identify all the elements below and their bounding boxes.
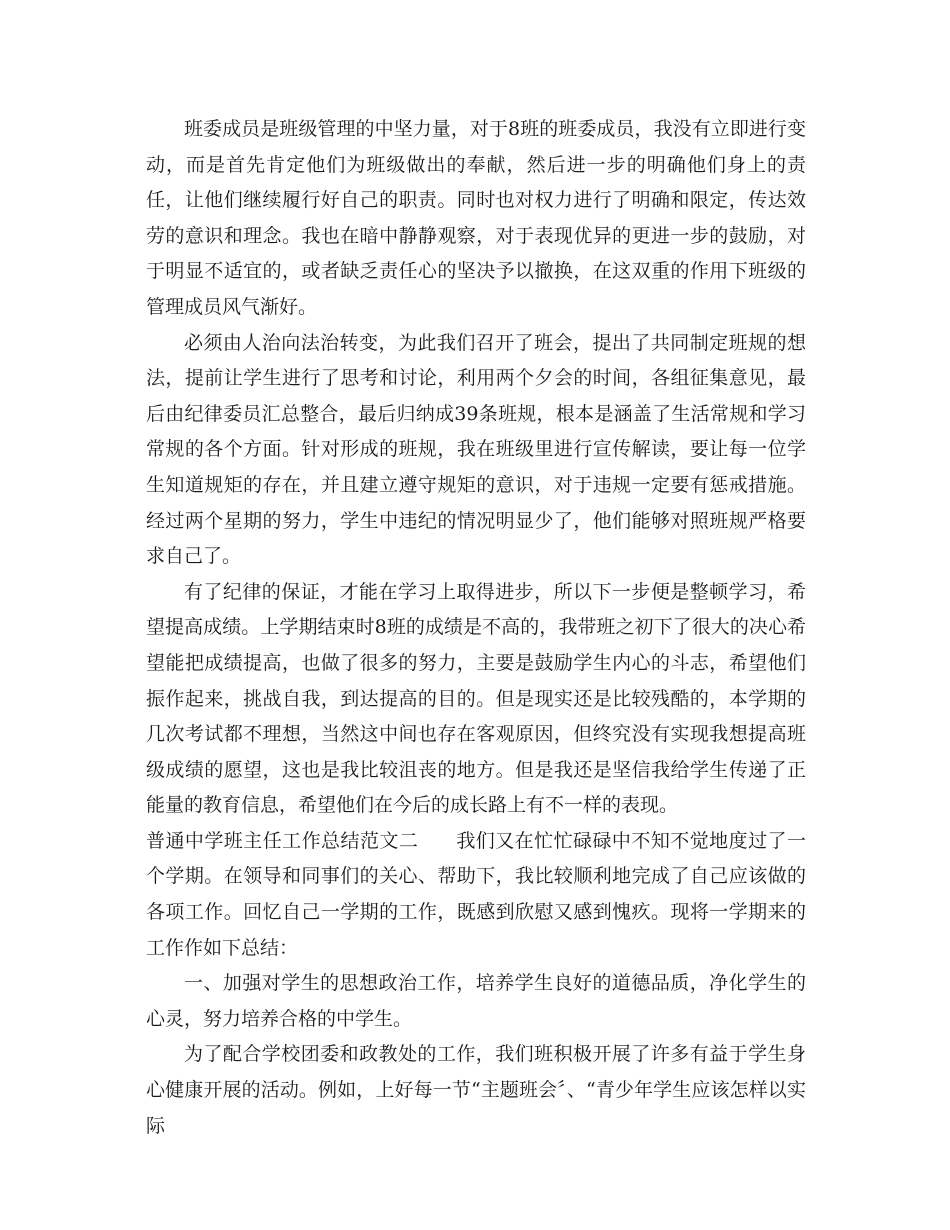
item-one-heading: 一、加强对学生的思想政治工作，培养学生良好的道德品质，净化学生的心灵，努力培养合格的中学生。 (146, 972, 806, 1030)
paragraph-class-rules: 必须由人治向法治转变，为此我们召开了班会，提出了共同制定班规的想法，提前让学生进行了思考和讨论，利用两个夕会的时间，各组征集意见，最后由纪律委员汇总整合，最后归纳成39条班规，根本是涵盖了生活常规和学习常规的各个方面。针对形成的班规，我在班级里进行宣传解读，要让每一位学生知道规矩的存在，并且建立遵守规矩的意识，对于违规一定要有惩戒措施。经过两个星期的努力，学生中违纪的情况明显少了，他们能够对照班规严格要求自己了。 (146, 331, 806, 568)
paragraph-activities: 为了配合学校团委和政教处的工作，我们班积极开展了许多有益于学生身心健康开展的活动。例如，上好每一节“主题班会〞、“青少年学生应该怎样以实际 (146, 1043, 806, 1137)
section-intro: 我们又在忙忙碌碌中不知不觉地度过了一个学期。在领导和同事们的关心、帮助下，我比较顺利地完成了自己应该做的各项工作。回忆自己一学期的工作，既感到欣慰又感到愧疚。现将一学期来的工作作如下总结： (146, 829, 806, 959)
paragraph-class-committee: 班委成员是班级管理的中坚力量，对于8班的班委成员，我没有立即进行变动，而是首先肯定他们为班级做出的奉献，然后进一步的明确他们身上的责任，让他们继续履行好自己的职责。同时也对权力进行了明确和限定，传达效劳的意识和理念。我也在暗中静静观察，对于表现优异的更进一步的鼓励，对于明显不适宜的，或者缺乏责任心的坚决予以撤换，在这双重的作用下班级的管理成员风气渐好。 (146, 118, 806, 318)
paragraph-study-rectification: 有了纪律的保证，才能在学习上取得进步，所以下一步便是整顿学习，希望提高成绩。上学期结束时8班的成绩是不高的，我带班之初下了很大的决心希望能把成绩提高，也做了很多的努力，主要是鼓励学生内心的斗志，希望他们振作起来，挑战自我，到达提高的目的。但是现实还是比较残酷的，本学期的几次考试都不理想，当然这中间也存在客观原因，但终究没有实现我想提高班级成绩的愿望，这也是我比较沮丧的地方。但是我还是坚信我给学生传递了正能量的教育信息，希望他们在今后的成长路上有不一样的表现。 (146, 580, 806, 817)
section-heading: 普通中学班主任工作总结范文二 (146, 829, 419, 852)
section-two-paragraph (146, 824, 806, 966)
document-body (146, 112, 806, 1144)
